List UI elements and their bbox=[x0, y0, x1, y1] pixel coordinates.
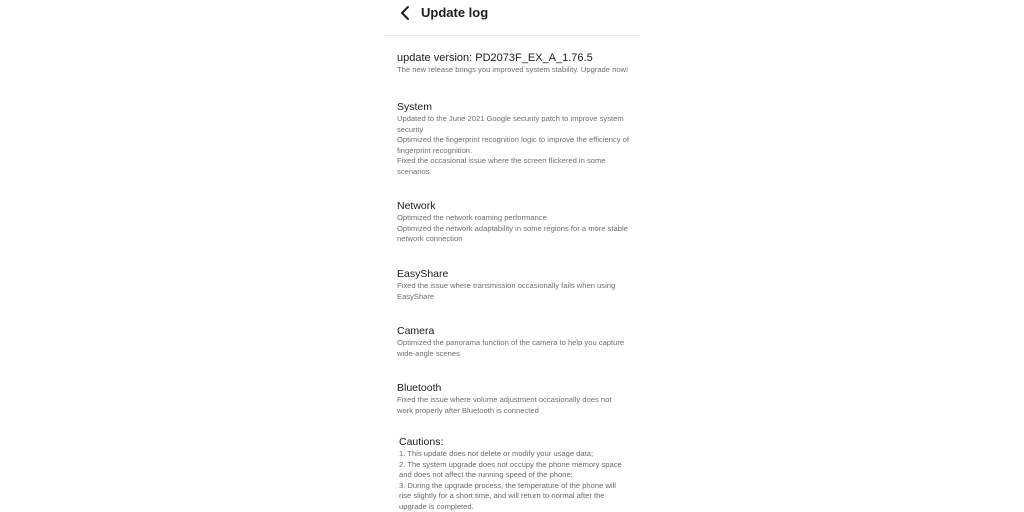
version-title: update version: PD2073F_EX_A_1.76.5 bbox=[397, 52, 593, 64]
page-title: Update log bbox=[421, 5, 489, 20]
section-line: Optimized the network adaptability in some regions for a more stable network connection bbox=[397, 223, 628, 243]
section-line: Fixed the occasional issue where the screen flickered in some scenarios. bbox=[397, 156, 606, 176]
section-title: Network bbox=[397, 200, 436, 212]
section-line: Optimized the fingerprint recognition logic to improve the efficiency of fingerprint recognition. bbox=[397, 135, 630, 155]
back-button[interactable] bbox=[397, 4, 415, 22]
section-camera bbox=[397, 325, 629, 359]
version-block bbox=[397, 51, 629, 76]
section-line: Updated to the June 2021 Google security patch to improve system security bbox=[397, 114, 624, 134]
section-system bbox=[397, 101, 629, 177]
section-title: Camera bbox=[397, 325, 435, 337]
section-network bbox=[397, 200, 629, 245]
version-description: The new release brings you improved system stability. Upgrade now! bbox=[397, 65, 629, 74]
section-bluetooth bbox=[397, 382, 629, 416]
section-easyshare bbox=[397, 268, 629, 302]
caution-line: 2. The system upgrade does not occupy the phone memory space and does not affect the running speed of the phone; bbox=[399, 459, 622, 479]
section-line: Optimized the panorama function of the camera to help you capture wide-angle scenes bbox=[397, 338, 625, 358]
app-bar bbox=[384, 0, 640, 36]
chevron-left-icon bbox=[397, 4, 415, 22]
section-line: Fixed the issue where transmission occasionally fails when using EasyShare bbox=[397, 281, 616, 301]
section-line: Optimized the network roaming performance bbox=[397, 213, 547, 222]
caution-line: 1. This update does not delete or modify your usage data; bbox=[399, 449, 594, 458]
section-title: EasyShare bbox=[397, 268, 449, 280]
caution-line: 3. During the upgrade process, the temperature of the phone will rise slightly for a short time, and will return to normal after the upgrade is completed. bbox=[399, 480, 616, 511]
section-line: Fixed the issue where volume adjustment occasionally does not work properly after Bluetooth is connected bbox=[397, 395, 612, 415]
cautions-block bbox=[399, 436, 629, 512]
cautions-title: Cautions: bbox=[399, 436, 444, 448]
section-title: System bbox=[397, 101, 433, 113]
update-log-screen bbox=[384, 0, 640, 512]
section-title: Bluetooth bbox=[397, 382, 442, 394]
